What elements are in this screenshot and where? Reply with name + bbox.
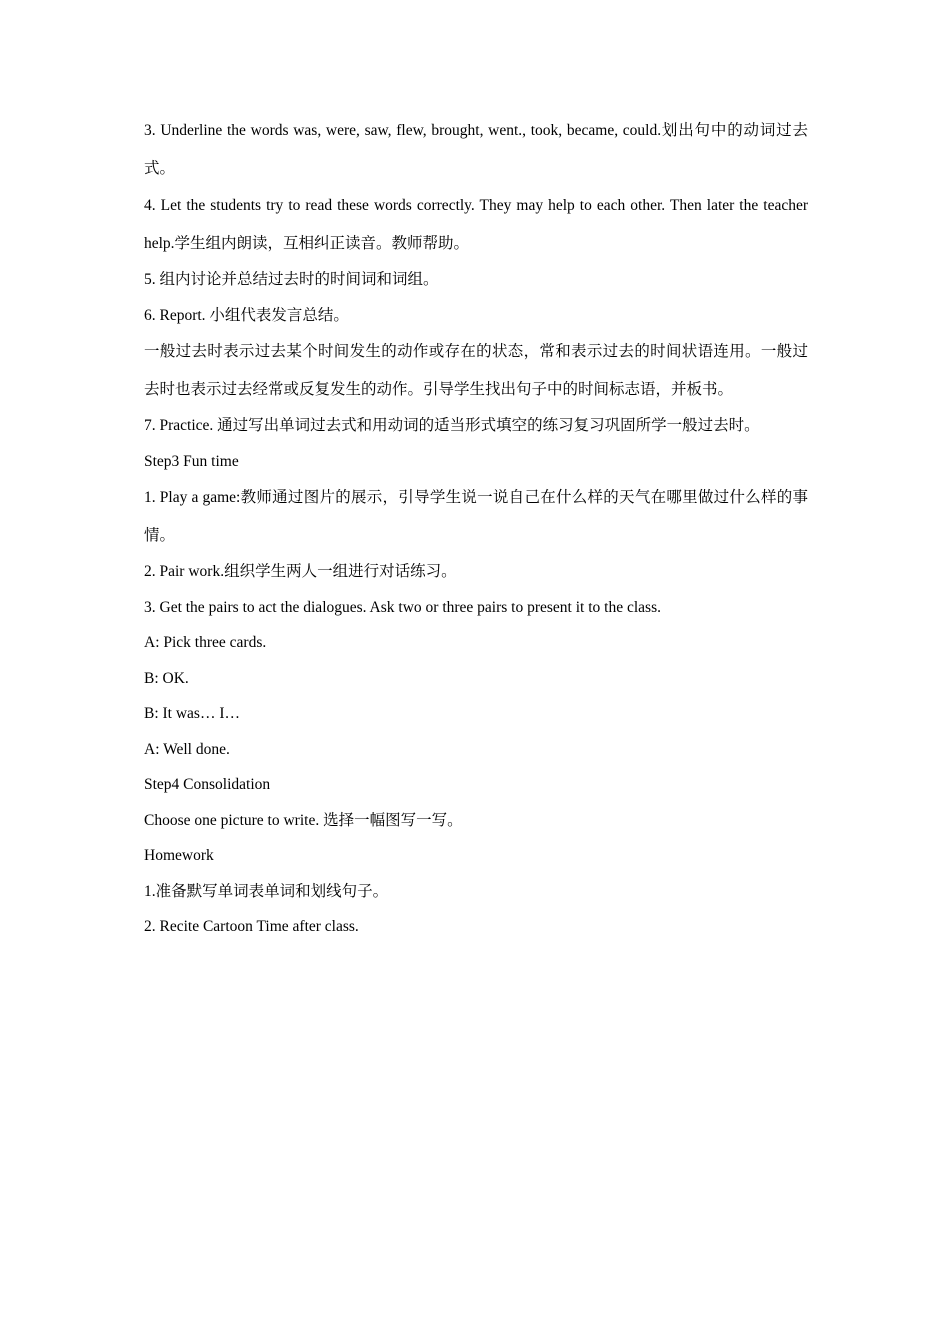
dialogue-line-b2: B: It was… I… (144, 705, 241, 722)
homework-item-1: 1.准备默写单词表单词和划线句子。 (144, 882, 389, 900)
paragraph-pair-work: 2. Pair work.组织学生两人一组进行对话练习。 (144, 563, 457, 580)
paragraph-act-dialogues: 3. Get the pairs to act the dialogues. Ask two or three pairs to present it to the class. (144, 598, 661, 616)
dialogue-line-a2: A: Well done. (144, 740, 230, 758)
paragraph-read-words: 4. Let the students try to read these words correctly. They may help to each other. Then later the teacher help.学生组内朗读，互相纠正读音。教师帮助。 (144, 197, 808, 252)
paragraph-group-discussion: 5. 组内讨论并总结过去时的时间词和词组。 (144, 271, 439, 288)
heading-homework: Homework (144, 847, 214, 864)
paragraph-underline-verbs: 3. Underline the words was, were, saw, flew, brought, went., took, became, could.划出句中的动词过去式。 (144, 122, 808, 177)
heading-step4-consolidation: Step4 Consolidation (144, 776, 271, 793)
paragraph-choose-picture: Choose one picture to write. 选择一幅图写一写。 (144, 811, 463, 829)
paragraph-report: 6. Report. 小组代表发言总结。 (144, 306, 349, 324)
dialogue-line-a1: A: Pick three cards. (144, 634, 267, 651)
paragraph-past-tense-explanation: 一般过去时表示过去某个时间发生的动作或存在的状态，常和表示过去的时间状语连用。一般过去时也表示过去经常或反复发生的动作。引导学生找出句子中的时间标志语，并板书。 (144, 343, 808, 398)
document-page (144, 112, 808, 945)
homework-item-2: 2. Recite Cartoon Time after class. (144, 918, 359, 935)
heading-step3-fun-time: Step3 Fun time (144, 452, 239, 470)
paragraph-practice: 7. Practice. 通过写出单词过去式和用动词的适当形式填空的练习复习巩固所学一般过去时。 (144, 417, 760, 434)
paragraph-play-game: 1. Play a game:教师通过图片的展示，引导学生说一说自己在什么样的天气在哪里做过什么样的事情。 (144, 489, 808, 544)
dialogue-line-b1: B: OK. (144, 669, 189, 687)
